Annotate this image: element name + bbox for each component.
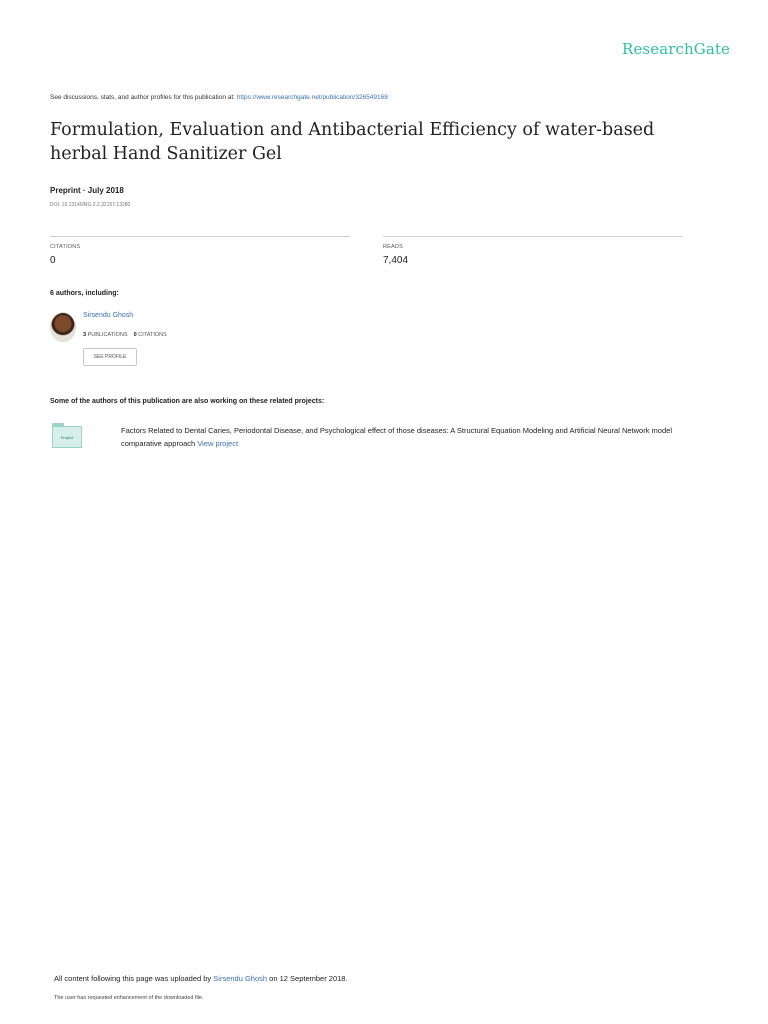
discussion-line	[50, 94, 388, 101]
project-title: Factors Related to Dental Caries, Periodontal Disease, and Psychological effect of those diseases: A Structural Equation Modeling and Artificial Neural Network model comparative approach	[121, 426, 672, 448]
upload-suffix: on 12 September 2018.	[269, 974, 348, 983]
author-citations-count: 0	[133, 332, 137, 338]
upload-info	[54, 974, 348, 983]
avatar[interactable]	[50, 312, 76, 342]
see-profile-button[interactable]: SEE PROFILE	[83, 348, 137, 366]
reads-value: 7,404	[383, 255, 409, 266]
author-stats	[83, 332, 167, 338]
project-folder-icon[interactable]: Project	[52, 426, 82, 448]
author-publications-label: PUBLICATIONS	[87, 332, 128, 338]
researchgate-logo[interactable]: ResearchGate	[622, 40, 730, 58]
divider-citations	[50, 236, 350, 237]
divider-reads	[383, 236, 683, 237]
upload-prefix: All content following this page was uploaded by	[54, 974, 212, 983]
paper-type-date: Preprint · July 2018	[50, 186, 124, 195]
author-citations-label: CITATIONS	[138, 332, 167, 338]
enhancement-note: The user has requested enhancement of the downloaded file.	[54, 995, 204, 1001]
reads-label: READS	[383, 244, 403, 250]
authors-heading: 6 authors, including:	[50, 290, 119, 297]
projects-heading: Some of the authors of this publication are also working on these related projects:	[50, 398, 325, 405]
citations-value: 0	[50, 255, 56, 266]
discussion-text: See discussions, stats, and author profiles for this publication at:	[50, 94, 235, 101]
author-name-link[interactable]: Sirsendu Ghosh	[83, 312, 134, 319]
uploader-link[interactable]: Sirsendu Ghosh	[213, 974, 268, 983]
paper-doi: DOI: 10.13140/RG.2.2.32157.13280	[50, 202, 131, 208]
publication-url-link[interactable]: https://www.researchgate.net/publication/326549168	[236, 94, 388, 101]
author-publications-count: 3	[83, 332, 87, 338]
paper-title: Formulation, Evaluation and Antibacterial Efficiency of water-based herbal Hand Sanitizer Gel	[50, 120, 655, 164]
view-project-link[interactable]: View project	[197, 439, 239, 448]
project-description	[121, 424, 711, 450]
citations-label: CITATIONS	[50, 244, 81, 250]
